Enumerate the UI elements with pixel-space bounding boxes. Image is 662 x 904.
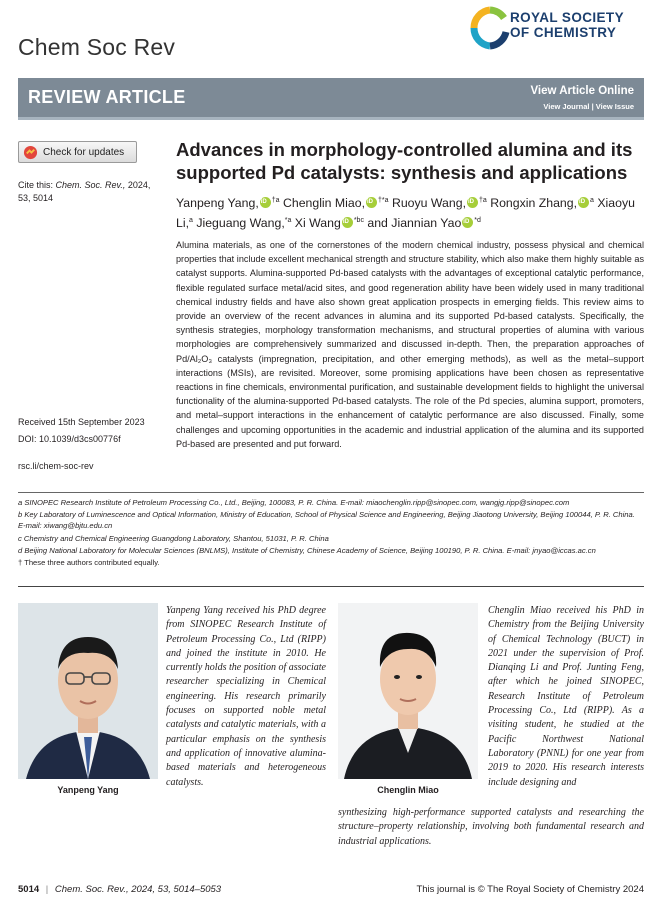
divider: [18, 586, 644, 587]
abstract: Alumina materials, as one of the cornerstones of the modern chemical industry, possess physical and chemical properties that include excellent mechanical strength and structure stability, which also make them highly suitable as catalyst supports. Alumina-supported Pd-based catalysts with the advantages of exceptional catalytic performance, flexible regulated surface metal/acid sites, and good regeneration ability have been widely used in many traditional chemical industry fields and have also shown great application prospects in emerging fields. This review aims to provide an overview of the recent advances in alumina and its supported Pd-based catalysts. Specifically, the synthesis strategies, morphology transformation mechanisms, and structural properties of alumina with various morphologies are comprehensively summarized and discussed in-depth. Then, the preparation approaches of Pd/Al₂O₃ catalysts (impregnation, precipitation, and other emerging methods), as well as the metal–support interactions (MSIs), are revisited. Moreover, some promising applications have been chosen as representative reactions in fine chemicals, environmental purification, and sustainable development fields to highlight the universal functionality of the alumina-supported Pd-based catalysts. The role of the Pd species, alumina support, promoters, and metal–support interactions in the enhancement of catalytic performance are also discussed. Finally, some challenges and upcoming opportunities in the academic and industrial application of the alumina and its supported Pd-based are presented and put forward.: [176, 240, 644, 449]
author-affil: †*a: [378, 197, 389, 204]
view-article-online-link[interactable]: View Article Online: [530, 85, 634, 97]
cite-this: [18, 179, 158, 205]
article-title: Advances in morphology-controlled alumina and its supported Pd catalysts: synthesis and applications: [176, 139, 633, 183]
author-affil: *d: [474, 217, 481, 225]
bio-name: Chenglin Miao: [377, 785, 439, 795]
rsc-logo-icon: [470, 6, 510, 50]
author-affil: a: [590, 197, 594, 204]
author-affil: †a: [271, 197, 280, 204]
author-name[interactable]: Ruoyu Wang,: [391, 196, 466, 211]
affiliation: d Beijing National Laboratory for Molecular Sciences (BNLMS), Institute of Chemistry, Chinese Academy of Science, Beijing 100190, P. R. China. E-mail: jnyao@iccas.ac.cn: [18, 545, 596, 555]
author-affil: a: [189, 217, 193, 225]
orcid-icon[interactable]: [260, 197, 271, 208]
author-name[interactable]: Xiaoyu Li,: [176, 196, 635, 231]
author-affil: *a: [284, 217, 292, 225]
page-number: 5014: [18, 884, 40, 895]
orcid-icon[interactable]: [578, 197, 589, 208]
cite-rest: 2024, 53, 5014: [18, 180, 151, 203]
author-photo-yanpeng-yang: [18, 603, 158, 779]
author-affil: †a: [478, 197, 487, 204]
orcid-icon[interactable]: [366, 197, 377, 208]
bio-text: Yanpeng Yang received his PhD degree from SINOPEC Research Institute of Petroleum Processing Co., Ltd (RIPP) and joined the institute in 2010. He currently holds the position of associate researcher specializing in Chemical engineering. His research primarily focuses on supported noble metal catalysts and catalytic materials, with a particular emphasis on the synthesis and application of innovative alumina-based materials and heterogeneous catalysts.: [166, 605, 326, 788]
author-affil: *bc: [353, 217, 364, 225]
affiliation: b Key Laboratory of Luminescence and Optical Information, Ministry of Education, School of Physical Science and Engineering, Beijing Jiaotong University, Beijing 100044, P. R. China. E-mail: xiwang@bjtu.edu.cn: [18, 510, 635, 531]
received-date: Received 15th September 2023: [18, 417, 145, 427]
orcid-icon[interactable]: [462, 217, 473, 228]
doi[interactable]: DOI: 10.1039/d3cs00776f: [18, 434, 121, 444]
author-name[interactable]: Jieguang Wang,: [196, 216, 285, 231]
orcid-icon[interactable]: [467, 197, 478, 208]
check-updates-label: Check for updates: [43, 146, 125, 158]
bio-name: Yanpeng Yang: [57, 785, 119, 795]
bio-text-continued: synthesizing high-performance supported catalysts and researching the structure–property relationship, involving both fundamental research and industrial applications.: [338, 807, 644, 847]
portrait-icon: [338, 603, 478, 779]
footer-citation: Chem. Soc. Rev., 2024, 53, 5014–5053: [54, 884, 222, 895]
cite-prefix: Cite this:: [18, 180, 54, 190]
equal-contribution-footnote: † These three authors contributed equally.: [18, 558, 160, 568]
portrait-icon: [18, 603, 158, 779]
author-name[interactable]: Xi Wang: [294, 216, 341, 231]
author-photo-chenglin-miao: [338, 603, 478, 779]
check-for-updates-button[interactable]: [18, 141, 137, 163]
author-name[interactable]: Rongxin Zhang,: [490, 196, 578, 211]
author-name[interactable]: and Jiannian Yao: [367, 216, 462, 231]
author-name[interactable]: Yanpeng Yang,: [176, 196, 259, 211]
bio-text: Chenglin Miao received his PhD in Chemistry from the Beijing University of Chemical Technology (BUCT) in 2021 under the supervision of Prof. Dianqing Li and Prof. Junting Feng, after which he joined SINOPEC, Research Institute of Petroleum Processing Co., Ltd (RIPP). As a visiting student, he studied at the Pacific Northwest National Laboratory (PNNL) for one year from 2019 to 2020. His research interests include designing and: [488, 605, 644, 788]
affiliation: c Chemistry and Chemical Engineering Guangdong Laboratory, Shantou, 51031, P. R. China: [18, 533, 329, 543]
article-type: REVIEW ARTICLE: [28, 87, 186, 107]
divider: [18, 492, 644, 493]
page-footer: 5014 | Chem. Soc. Rev., 2024, 53, 5014–5053 This journal is © The Royal Society of Chemistry 2024: [18, 884, 644, 895]
rsc-logo[interactable]: [470, 6, 650, 50]
orcid-icon[interactable]: [342, 217, 353, 228]
affiliations: [18, 497, 644, 568]
journal-title: Chem Soc Rev: [18, 34, 176, 60]
view-journal-issue-links[interactable]: View Journal | View Issue: [543, 102, 634, 111]
rsc-name-line2: OF CHEMISTRY: [510, 25, 617, 40]
rsc-name-line1: ROYAL SOCIETY: [510, 10, 624, 25]
journal-link[interactable]: rsc.li/chem-soc-rev: [18, 461, 94, 471]
author-name[interactable]: Chenglin Miao,: [282, 196, 365, 211]
article-type-banner: [18, 78, 644, 120]
author-list: [176, 192, 646, 232]
affiliation: a SINOPEC Research Institute of Petroleum Processing Co., Ltd., Beijing, 100083, P. R. China. E-mail: miaochenglin.ripp@sinopec.com, wangjg.ripp@sinopec.com: [18, 498, 570, 507]
copyright: This journal is © The Royal Society of Chemistry 2024: [416, 884, 644, 895]
cite-journal: Chem. Soc. Rev.,: [55, 180, 126, 190]
check-updates-icon: [23, 145, 38, 160]
